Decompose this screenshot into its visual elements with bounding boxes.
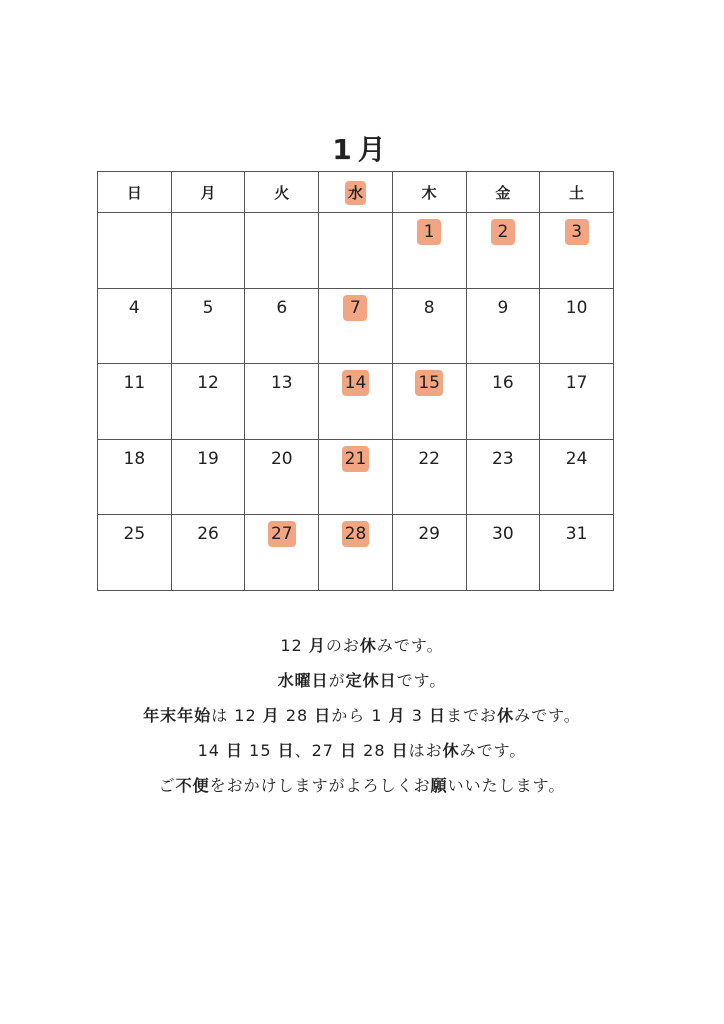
calendar-day-cell (319, 213, 393, 289)
notice-segment: 定休日 (345, 671, 397, 690)
notice-segment: 休 (359, 636, 377, 655)
notice-segment: です。 (396, 671, 447, 690)
weekday-label: 水 (345, 181, 366, 205)
weekday-label: 日 (126, 183, 142, 202)
notice-segment: 水曜日 (277, 671, 329, 690)
day-number: 12 (197, 373, 219, 394)
notice-segment: 日 (314, 706, 332, 725)
weekday-header (98, 172, 172, 213)
calendar-day-cell (245, 288, 319, 364)
day-number: 18 (123, 448, 146, 469)
notice-segment: から 1 (331, 706, 389, 725)
calendar-day-cell (466, 364, 540, 440)
notice-line (0, 698, 724, 733)
notice-line (0, 733, 724, 768)
closed-day-number: 7 (343, 295, 367, 321)
calendar-day-cell (466, 213, 540, 289)
notice-line (0, 663, 724, 698)
weekday-label: 月 (200, 183, 216, 202)
notice-segment: 28 (357, 741, 392, 760)
closed-day-number: 1 (417, 219, 441, 245)
notice-segment: はお (408, 741, 443, 760)
closed-day-number: 3 (565, 219, 589, 245)
day-number: 30 (492, 524, 514, 545)
notice-segment: いいたします。 (447, 776, 566, 795)
day-number: 16 (492, 373, 514, 394)
calendar-day-cell (540, 213, 614, 289)
notice-segment: 願 (430, 776, 448, 795)
day-number: 5 (202, 297, 214, 318)
notice-segment: 日 (429, 706, 447, 725)
notice-segment: 日 (391, 741, 409, 760)
closed-day-number: 21 (342, 446, 370, 472)
day-number: 17 (565, 373, 588, 394)
calendar-day-cell (245, 213, 319, 289)
notice-segment: みです。 (376, 636, 444, 655)
calendar-day-cell (171, 439, 245, 515)
weekday-header (466, 172, 540, 213)
notice-segment: 月 (262, 706, 280, 725)
notice-text (0, 628, 724, 803)
notice-segment: をおかけしますがよろしくお (209, 776, 431, 795)
notice-segment: 3 (405, 706, 430, 725)
notice-segment: 月 (388, 706, 406, 725)
notice-segment: 日 (226, 741, 244, 760)
weekday-header (392, 172, 466, 213)
calendar-day-cell (171, 515, 245, 591)
day-number: 11 (123, 373, 146, 394)
weekday-label: 土 (569, 183, 585, 202)
notice-segment: 年末年始 (143, 706, 212, 725)
calendar-day-cell (540, 364, 614, 440)
calendar-day-cell (392, 515, 466, 591)
notice-segment: 、27 (294, 741, 341, 760)
calendar-body (98, 213, 614, 591)
day-number: 8 (423, 297, 435, 318)
weekday-label: 火 (274, 183, 290, 202)
calendar-day-cell (171, 288, 245, 364)
notice-segment: 月 (308, 636, 326, 655)
calendar-week-row (98, 213, 614, 289)
calendar-day-cell (98, 213, 172, 289)
closed-day-number: 15 (415, 370, 443, 396)
notice-segment: みです。 (514, 706, 581, 725)
day-number: 25 (123, 524, 146, 545)
closed-day-number: 2 (491, 219, 515, 245)
weekday-header (245, 172, 319, 213)
calendar-day-cell (98, 288, 172, 364)
calendar-day-cell (98, 515, 172, 591)
calendar-day-cell (171, 364, 245, 440)
notice-segment: までお (446, 706, 498, 725)
calendar-day-cell (245, 364, 319, 440)
notice-segment: 14 (197, 741, 227, 760)
calendar-day-cell (245, 515, 319, 591)
calendar-day-cell (171, 213, 245, 289)
day-number: 22 (418, 448, 440, 469)
day-number: 19 (197, 448, 219, 469)
calendar-day-cell (98, 439, 172, 515)
weekday-header (319, 172, 393, 213)
calendar-week-row (98, 288, 614, 364)
notice-segment: のお (325, 636, 360, 655)
closed-day-number: 14 (342, 370, 370, 396)
calendar-day-cell (466, 439, 540, 515)
calendar-day-cell (392, 213, 466, 289)
calendar-week-row (98, 439, 614, 515)
calendar-week-row (98, 515, 614, 591)
calendar-day-cell (392, 288, 466, 364)
calendar-week-row (98, 364, 614, 440)
weekday-header (540, 172, 614, 213)
calendar-day-cell (98, 364, 172, 440)
day-number: 31 (565, 524, 588, 545)
calendar-day-cell (319, 364, 393, 440)
weekday-header (171, 172, 245, 213)
notice-segment: が (328, 671, 346, 690)
calendar-day-cell (392, 364, 466, 440)
notice-segment: 日 (340, 741, 358, 760)
notice-segment: 休 (497, 706, 515, 725)
notice-segment: 12 (280, 636, 309, 655)
calendar-day-cell (319, 439, 393, 515)
notice-segment: みです。 (459, 741, 527, 760)
day-number: 9 (497, 297, 509, 318)
calendar-day-cell (466, 288, 540, 364)
calendar-day-cell (319, 288, 393, 364)
notice-line (0, 628, 724, 663)
calendar-day-cell (540, 515, 614, 591)
notice-segment: 28 (279, 706, 315, 725)
day-number: 26 (197, 524, 219, 545)
calendar-day-cell (319, 515, 393, 591)
day-number: 10 (565, 297, 588, 318)
notice-line (0, 768, 724, 803)
day-number: 24 (565, 448, 588, 469)
day-number: 4 (128, 297, 140, 318)
notice-segment: は 12 (211, 706, 263, 725)
notice-segment: 15 (243, 741, 278, 760)
weekday-label: 金 (495, 183, 511, 202)
day-number: 13 (270, 373, 293, 394)
day-number: 29 (418, 524, 440, 545)
notice-segment: 不便 (175, 776, 210, 795)
calendar-day-cell (466, 515, 540, 591)
day-number: 6 (276, 297, 288, 318)
calendar-table (97, 171, 614, 591)
notice-segment: 日 (277, 741, 295, 760)
notice-segment: ご (158, 776, 176, 795)
calendar-day-cell (392, 439, 466, 515)
closed-day-number: 28 (342, 521, 370, 547)
notice-segment: 休 (442, 741, 460, 760)
day-number: 23 (492, 448, 514, 469)
weekday-label: 木 (421, 183, 437, 202)
calendar-day-cell (245, 439, 319, 515)
calendar-day-cell (540, 439, 614, 515)
weekday-header-row (98, 172, 614, 213)
day-number: 20 (270, 448, 293, 469)
closed-day-number: 27 (268, 521, 296, 547)
calendar-day-cell (540, 288, 614, 364)
page-title: 1月 (332, 133, 392, 166)
